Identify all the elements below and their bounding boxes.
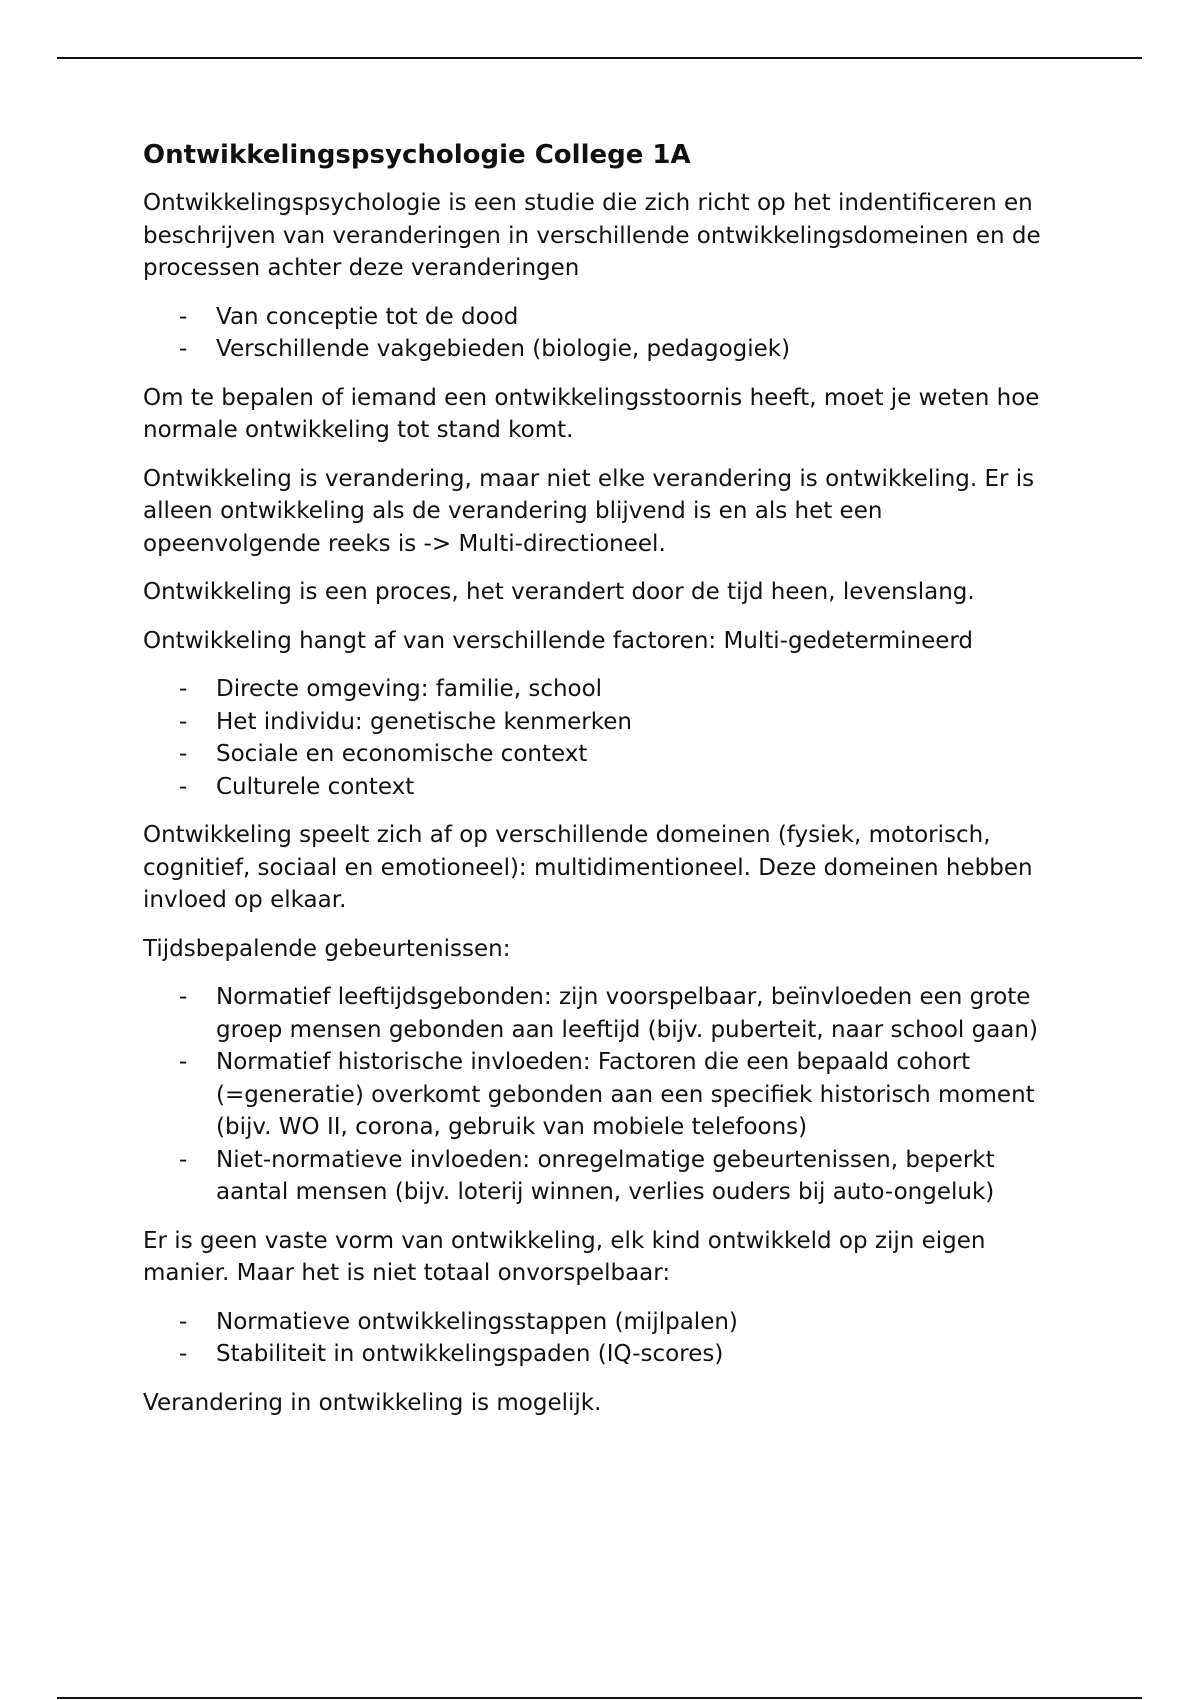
paragraph-variation: Er is geen vaste vorm van ontwikkeling, elk kind ontwikkeld op zijn eigen manier. Maar het is niet totaal onvorspelbaar: — [143, 1227, 986, 1286]
list-item: - Normatief leeftijdsgebonden: zijn voorspelbaar, beïnvloeden een grote groep mensen gebonden aan leeftijd (bijv. puberteit, naar school gaan) — [143, 981, 1063, 1046]
paragraph-domains: Ontwikkeling speelt zich af op verschillende domeinen (fysiek, motorisch, cognitief, sociaal en emotioneel): multidimentioneel. Deze domeinen hebben invloed op elkaar. — [143, 822, 1033, 913]
page-title: Ontwikkelingspsychologie College 1A — [143, 140, 691, 170]
list-item: - Normatief historische invloeden: Factoren die een bepaald cohort (=generatie) overkomt gebonden aan een specifiek historisch moment (bijv. WO II, corona, gebruik van mobiele telefoons) — [143, 1046, 1063, 1144]
paragraph-disorder: Om te bepalen of iemand een ontwikkelingsstoornis heeft, moet je weten hoe normale ontwikkeling tot stand komt. — [143, 384, 1040, 443]
paragraph-process: Ontwikkeling is een proces, het verandert door de tijd heen, levenslang. — [143, 579, 975, 605]
paragraph-factors: Ontwikkeling hangt af van verschillende factoren: Multi-gedetermineerd — [143, 627, 974, 654]
paragraph-conclusion: Verandering in ontwikkeling is mogelijk. — [143, 1389, 602, 1416]
header-rule — [57, 57, 1142, 59]
bullet-list-predictability — [143, 1306, 1063, 1371]
list-item: - Het individu: genetische kenmerken — [143, 706, 1063, 739]
list-item: - Stabiliteit in ontwikkelingspaden (IQ-scores) — [143, 1338, 1063, 1371]
footer-rule — [57, 1697, 1142, 1699]
list-item: - Niet-normatieve invloeden: onregelmatige gebeurtenissen, beperkt aantal mensen (bijv. loterij winnen, verlies ouders bij auto-ongeluk) — [143, 1144, 1063, 1209]
list-item: - Sociale en economische context — [143, 738, 1063, 771]
list-item: - Verschillende vakgebieden (biologie, pedagogiek) — [143, 333, 1063, 366]
list-item: - Van conceptie tot de dood — [143, 301, 1063, 334]
bullet-list-factors — [143, 673, 1063, 803]
paragraph-events-heading: Tijdsbepalende gebeurtenissen: — [143, 935, 511, 962]
bullet-list-scope — [143, 301, 1063, 366]
paragraph-change: Ontwikkeling is verandering, maar niet elke verandering is ontwikkeling. Er is alleen ontwikkeling als de verandering blijvend is en als het een opeenvolgende reeks is -> Multi-directioneel. — [143, 465, 1035, 557]
bullet-list-events — [143, 981, 1063, 1209]
list-item: - Normatieve ontwikkelingsstappen (mijlpalen) — [143, 1306, 1063, 1339]
paragraph-intro: Ontwikkelingspsychologie is een studie die zich richt op het indentificeren en beschrijven van veranderingen in verschillende ontwikkelingsdomeinen en de processen achter deze veranderingen — [143, 190, 1041, 281]
document-body — [143, 138, 1063, 1435]
list-item: - Culturele context — [143, 771, 1063, 804]
list-item: - Directe omgeving: familie, school — [143, 673, 1063, 706]
